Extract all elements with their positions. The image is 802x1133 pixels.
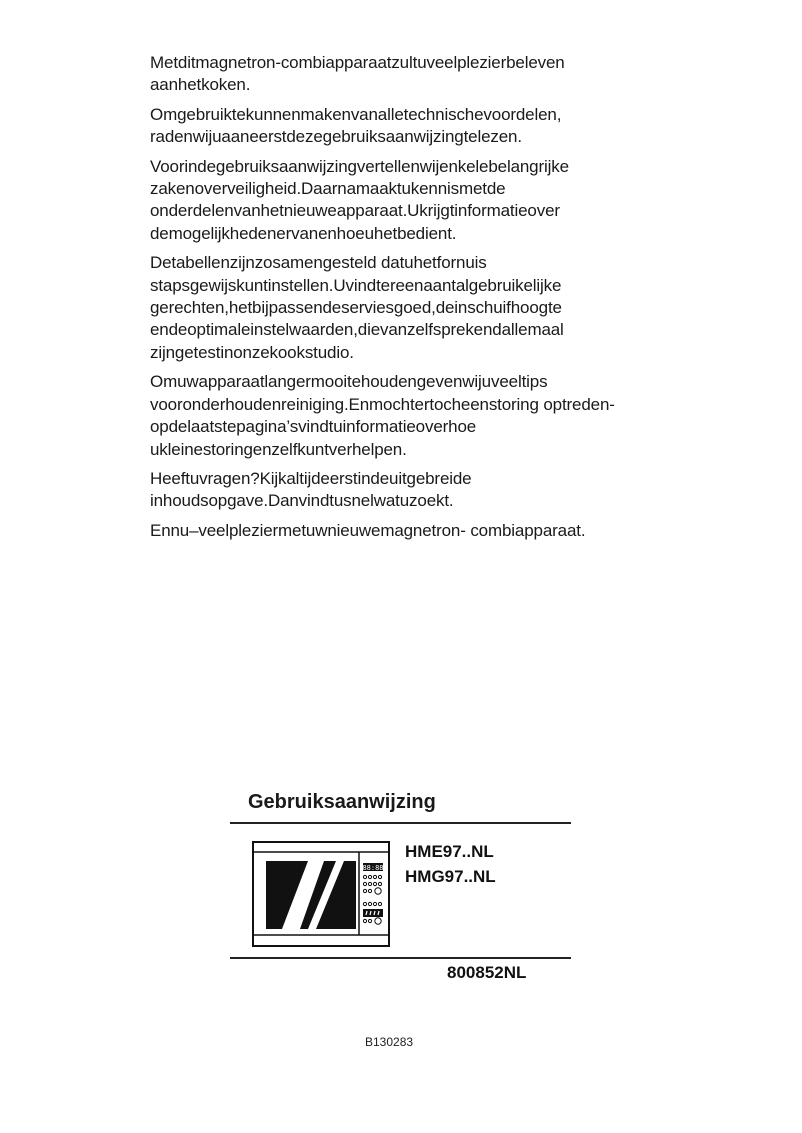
print-code: B130283 <box>365 1035 414 1049</box>
intro-paragraph: Heeftuvragen?Kijkaltijdeerstindeuitgebreide inhoudsopgave.Danvindtusnelwatuzoekt. <box>150 468 472 511</box>
intro-paragraph: Voorindegebruiksaanwijzingvertellenwijenkelebelangrijke zakenoverveiligheid.Daarnamaaktukennismetde onderdelenvanhetnieuweapparaat.Ukrijgtinformatieover demogelijkhedenervanenhoeuhetbedient. <box>150 156 569 243</box>
model-number: HMG97..NL <box>405 867 496 886</box>
intro-paragraph: Detabellenzijnzosamengesteld datuhetfornuis stapsgewijskuntinstellen.Uvindtereenaantalgebruikelijke gerechten,hetbijpassendeserviesgoed,deinschuifhoogte endeoptimaleinstelwaarden,dievanzelfsprekendallemaal zijngetestinonzekookstudio. <box>150 253 564 362</box>
oven-icon <box>252 841 390 947</box>
intro-text <box>150 52 620 549</box>
display-readout: 88:88 <box>362 864 384 872</box>
intro-paragraph: Omgebruiktekunnenmakenvanalletechnischevoordelen, radenwijuaaneerstdezegebruiksaanwijzingtelezen. <box>150 104 562 147</box>
bottom-divider <box>230 957 571 959</box>
intro-paragraph: Metditmagnetron-combiapparaatzultuveelplezierbeleven aanhetkoken. <box>150 53 565 95</box>
document-number: 800852NL <box>447 963 527 982</box>
manual-title: Gebruiksaanwijzing <box>248 791 436 813</box>
intro-paragraph: Ennu–veelpleziermetuwnieuwemagnetron- combiapparaat. <box>150 520 586 540</box>
top-divider <box>230 822 571 824</box>
model-number: HME97..NL <box>405 842 494 861</box>
intro-paragraph: Omuwapparaatlangermooitehoudengevenwijuveeltips vooronderhoudenreiniging.Enmochtertocheenstoring optreden-opdelaatstepagina’svindtuinformatieoverhoe ukleinestoringenzelfkuntverhelpen. <box>150 372 615 459</box>
oven-illustration <box>252 841 390 947</box>
